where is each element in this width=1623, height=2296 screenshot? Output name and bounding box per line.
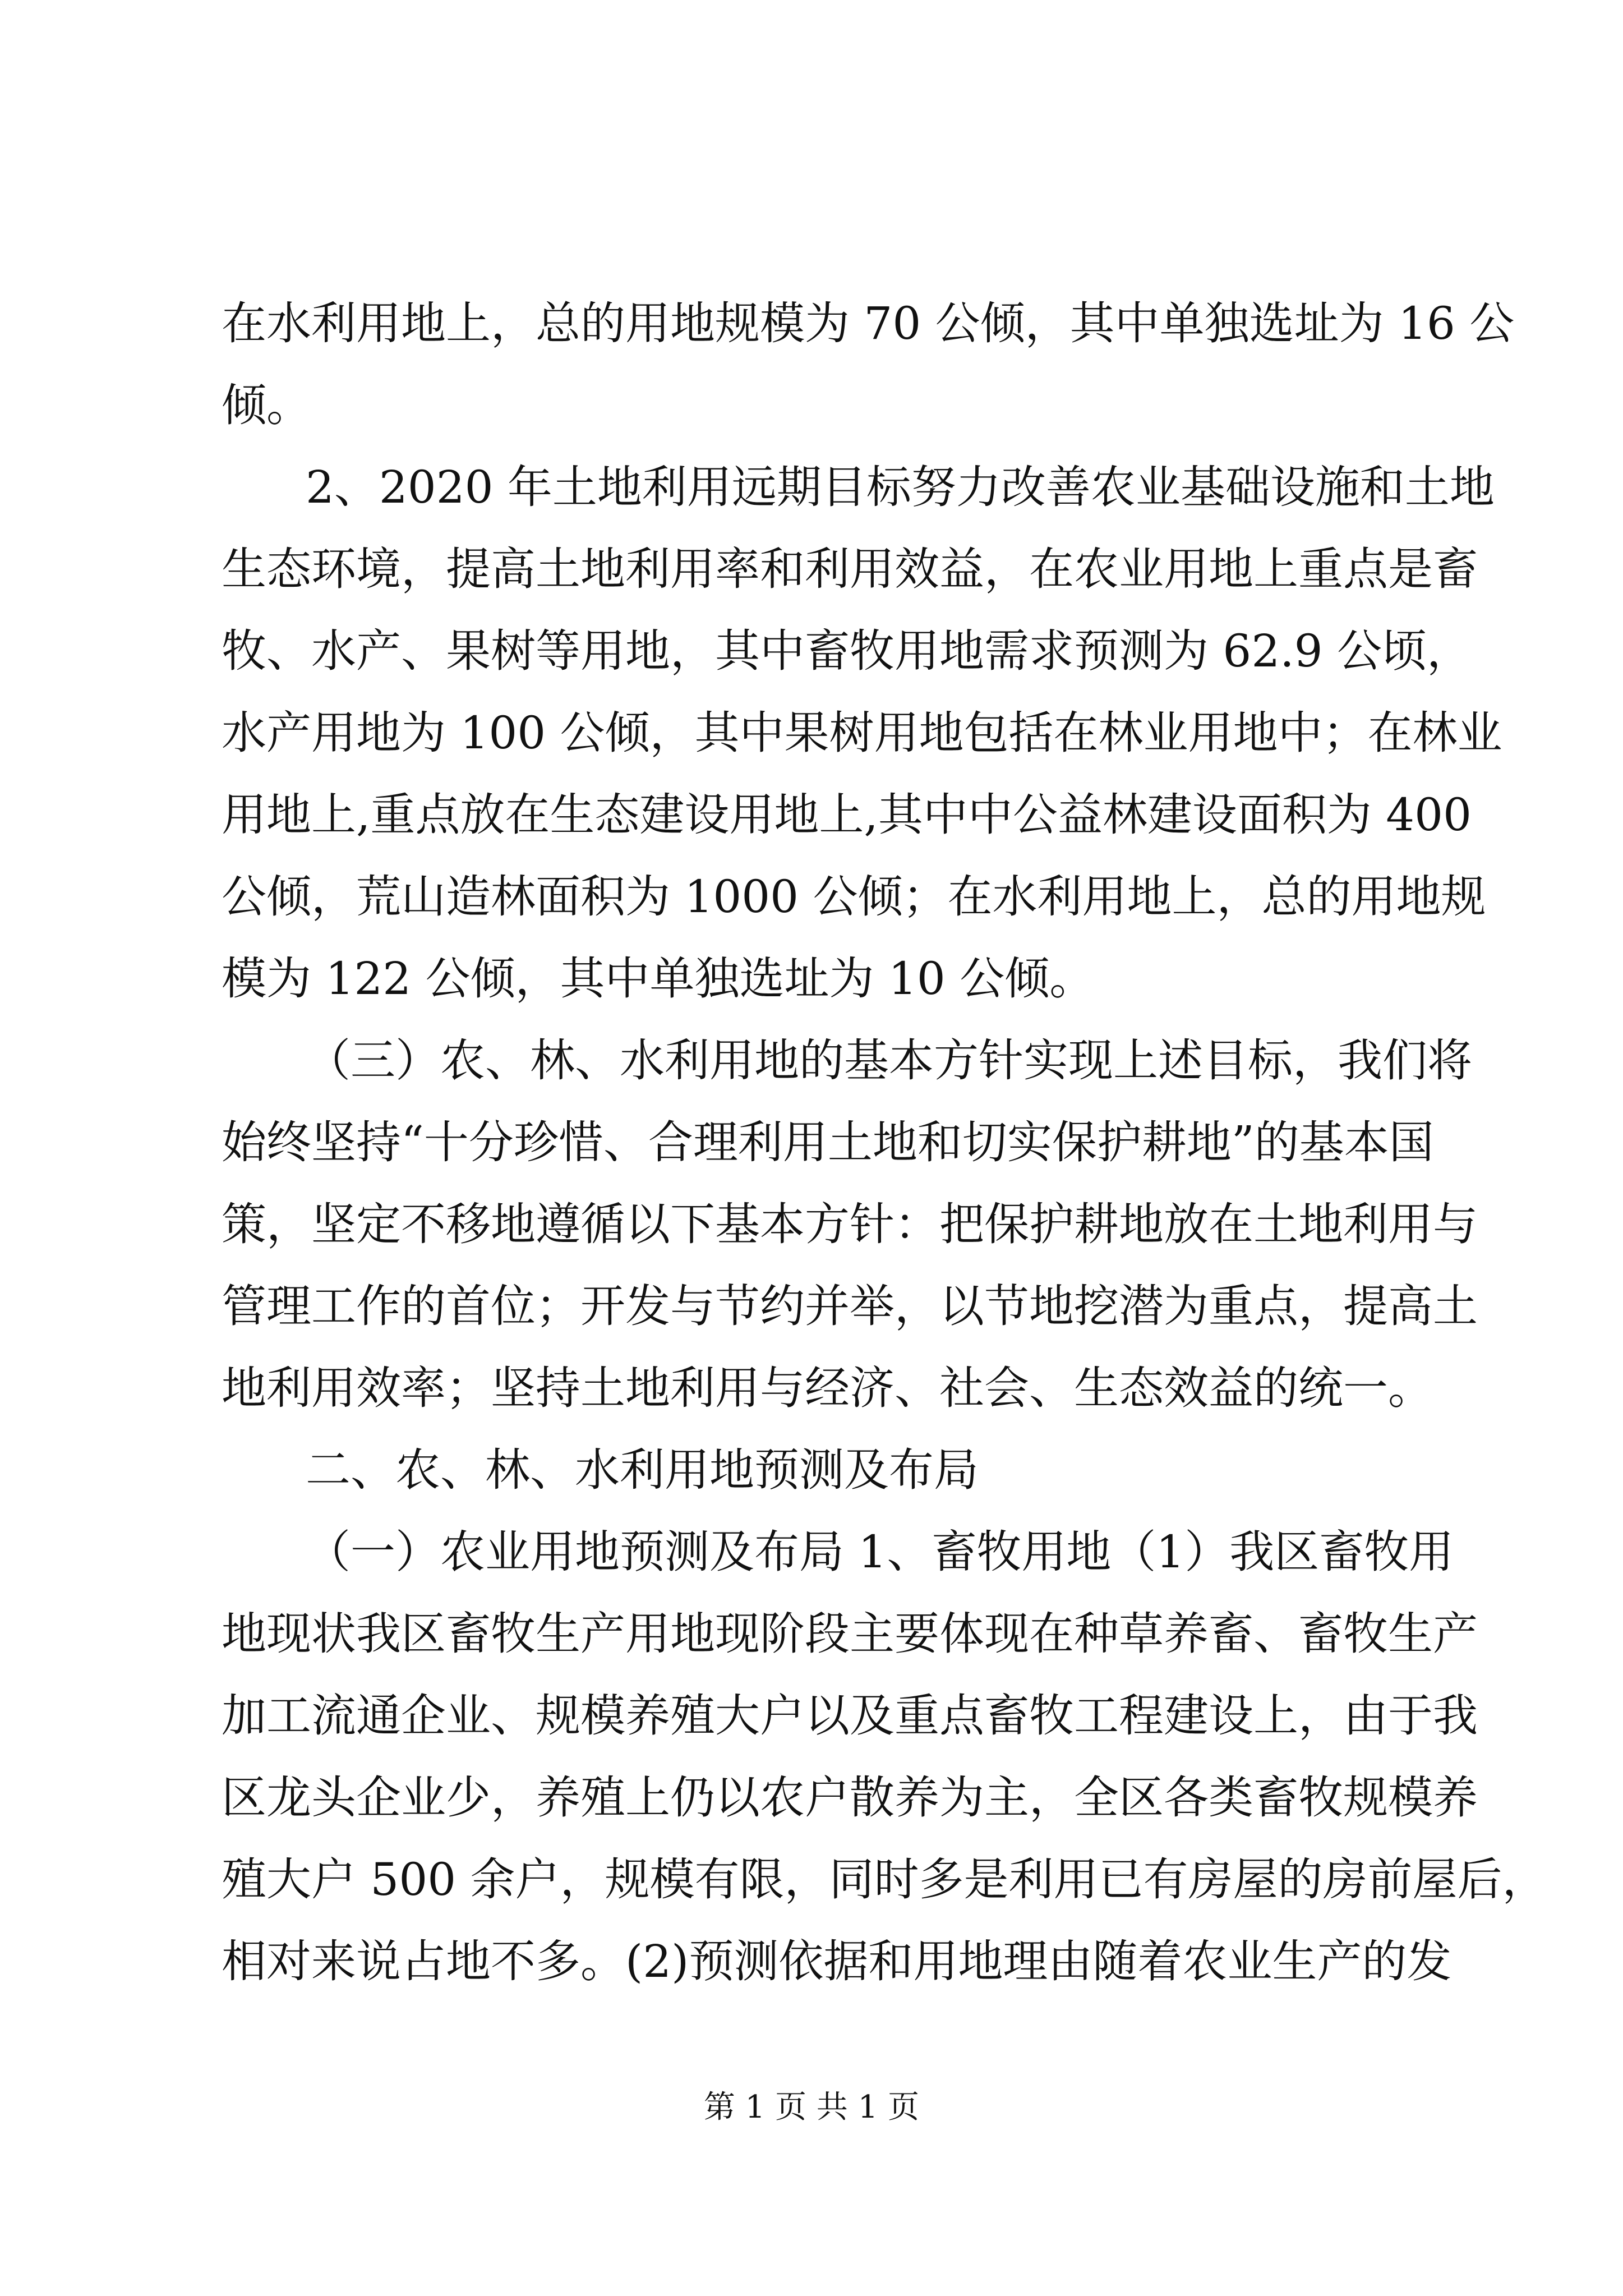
text-line-16: （一）农业用地预测及布局 1、畜牧用地（1）我区畜牧用	[306, 1526, 1454, 1578]
text-line-11: 始终坚持“十分珍惜、合理利用土地和切实保护耕地”的基本国	[222, 1116, 1434, 1168]
text-line-21: 相对来说占地不多。(2)预测依据和用地理由随着农业生产的发	[222, 1935, 1452, 1987]
text-line-10: （三）农、林、水利用地的基本方针实现上述目标，我们将	[306, 1034, 1472, 1087]
section-heading: 二、农、林、水利用地预测及布局	[306, 1444, 979, 1496]
text-line-17: 地现状我区畜牧生产用地现阶段主要体现在种草养畜、畜牧生产	[222, 1608, 1478, 1660]
text-line-20: 殖大户 500 余户，规模有限，同时多是利用已有房屋的房前屋后，	[222, 1853, 1547, 1906]
text-line-9: 模为 122 公倾，其中单独选址为 10 公倾。	[222, 953, 1095, 1005]
text-line-6: 水产用地为 100 公倾，其中果树用地包括在林业用地中；在林业	[222, 707, 1502, 759]
text-line-3: 2、2020 年土地利用远期目标努力改善农业基础设施和土地	[306, 461, 1495, 513]
text-line-13: 管理工作的首位；开发与节约并举，以节地挖潜为重点，提高土	[222, 1280, 1478, 1332]
text-line-18: 加工流通企业、规模养殖大户以及重点畜牧工程建设上，由于我	[222, 1690, 1478, 1742]
page-number-footer: 第 1 页 共 1 页	[703, 2089, 920, 2125]
text-line-5: 牧、水产、果树等用地，其中畜牧用地需求预测为 62.9 公顷，	[222, 625, 1472, 677]
text-line-7: 用地上,重点放在生态建设用地上,其中中公益林建设面积为 400	[222, 789, 1472, 841]
text-line-2: 倾。	[222, 379, 311, 431]
text-line-4: 生态环境，提高土地利用率和利用效益，在农业用地上重点是畜	[222, 543, 1478, 595]
text-line-1: 在水利用地上，总的用地规模为 70 公倾，其中单独选址为 16 公	[222, 297, 1515, 349]
text-line-12: 策，坚定不移地遵循以下基本方针：把保护耕地放在土地利用与	[222, 1198, 1478, 1250]
text-line-8: 公倾，荒山造林面积为 1000 公倾；在水利用地上，总的用地规	[222, 871, 1486, 923]
text-line-14: 地利用效率；坚持土地利用与经济、社会、生态效益的统一。	[222, 1362, 1433, 1414]
text-line-19: 区龙头企业少，养殖上仍以农户散养为主，全区各类畜牧规模养	[222, 1772, 1478, 1824]
